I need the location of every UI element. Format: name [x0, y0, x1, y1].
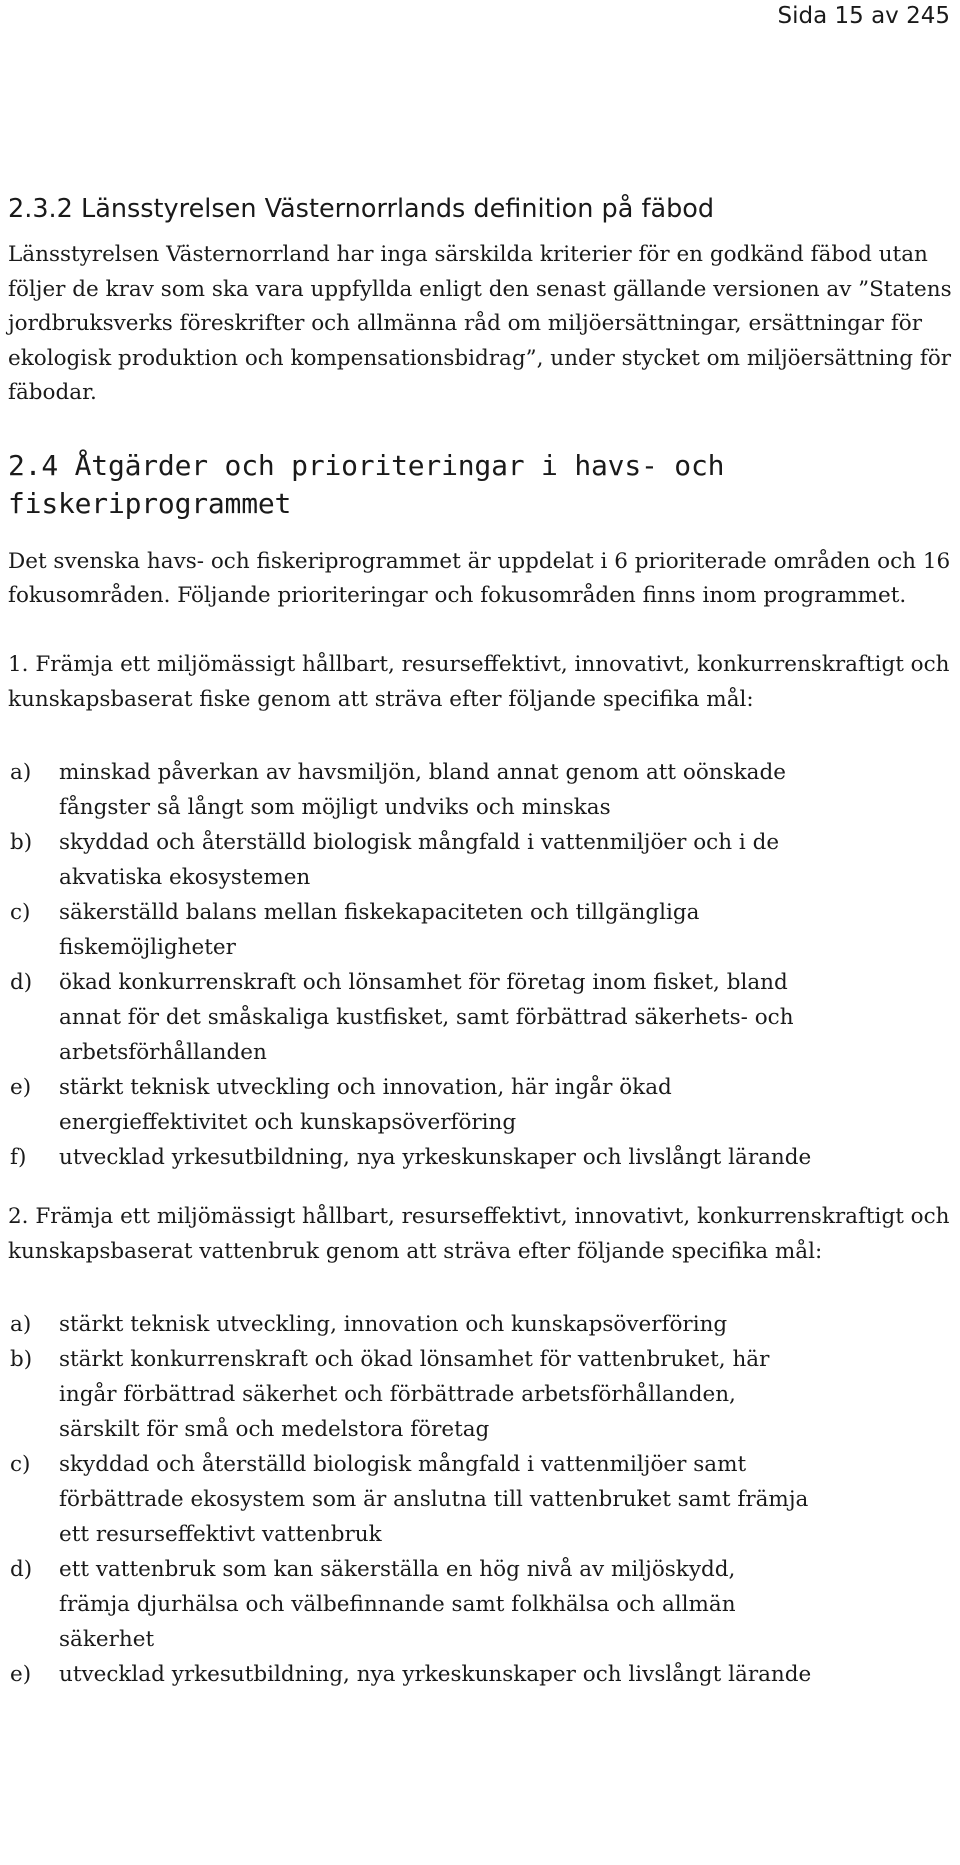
section-intro-2-4: Det svenska havs- och fiskeriprogrammet är uppdelat i 6 prioriterade områden och 16 fokusområden. Följande prioriteringar och fokusområden finns inom programmet.	[8, 548, 951, 608]
goal-list-item	[8, 1657, 960, 1692]
goal-list-text: utvecklad yrkesutbildning, nya yrkeskunskaper och livslångt lärande	[59, 1144, 812, 1170]
goal-list-item	[8, 825, 960, 895]
priority-1-text: 1. Främja ett miljömässigt hållbart, resurseffektivt, innovativt, konkurrenskraftigt och kunskapsbaserat fiske genom att sträva efter följande specifika mål:	[8, 651, 950, 712]
goal-list-marker: a)	[10, 759, 32, 785]
goal-list-marker: a)	[10, 1311, 32, 1337]
goal-list-marker: b)	[10, 1346, 33, 1372]
goal-list-text: säkerställd balans mellan fiskekapaciteten och tillgängliga fiskemöjligheter	[59, 899, 700, 960]
goal-list-text: skyddad och återställd biologisk mångfald i vattenmiljöer samt förbättrade ekosystem som är anslutna till vattenbruket samt främja ett resurseffektivt vattenbruk	[59, 1451, 809, 1547]
goal-list-text: stärkt teknisk utveckling och innovation, här ingår ökad energieffektivitet och kunskapsöverföring	[59, 1074, 672, 1135]
goal-list-item	[8, 1342, 960, 1447]
document-body	[8, 192, 960, 1692]
priority-1-goal-list	[8, 755, 960, 1175]
goal-list-item	[8, 895, 960, 965]
goal-list-item	[8, 1552, 960, 1657]
goal-list-text: ökad konkurrenskraft och lönsamhet för företag inom fisket, bland annat för det småskaliga kustfisket, samt förbättrad säkerhets- och arbetsförhållanden	[59, 969, 794, 1065]
goal-list-marker: c)	[10, 1451, 31, 1477]
goal-list-marker: e)	[10, 1661, 32, 1687]
section-heading-2-4: 2.4 Åtgärder och prioriteringar i havs- och fiskeriprogrammet	[8, 448, 725, 520]
goal-list-item	[8, 1070, 960, 1140]
priority-2-text: 2. Främja ett miljömässigt hållbart, resurseffektivt, innovativt, konkurrenskraftigt och kunskapsbaserat vattenbruk genom att sträva efter följande specifika mål:	[8, 1203, 950, 1264]
goal-list-item	[8, 755, 960, 825]
goal-list-item	[8, 1140, 960, 1175]
goal-list-marker: f)	[10, 1144, 27, 1170]
priority-2-goal-list	[8, 1307, 960, 1692]
goal-list-text: stärkt teknisk utveckling, innovation och kunskapsöverföring	[59, 1311, 728, 1337]
section-paragraph-2-3-2: Länsstyrelsen Västernorrland har inga särskilda kriterier för en godkänd fäbod utan följer de krav som ska vara uppfyllda enligt den senast gällande versionen av ”Statens jordbruksverks föreskrifter och allmänna råd om miljöersättningar, ersättningar för ekologisk produktion och kompensationsbidrag”, under stycket om miljöersättning för fäbodar.	[8, 242, 952, 405]
goal-list-marker: d)	[10, 969, 33, 995]
goal-list-text: stärkt konkurrenskraft och ökad lönsamhet för vattenbruket, här ingår förbättrad säkerhet och förbättrade arbetsförhållanden, särskilt för små och medelstora företag	[59, 1346, 770, 1442]
goal-list-marker: b)	[10, 829, 33, 855]
goal-list-marker: e)	[10, 1074, 32, 1100]
goal-list-text: skyddad och återställd biologisk mångfald i vattenmiljöer och i de akvatiska ekosystemen	[59, 829, 780, 890]
goal-list-item	[8, 1447, 960, 1552]
goal-list-marker: c)	[10, 899, 31, 925]
page-number: Sida 15 av 245	[777, 3, 950, 29]
section-heading-2-3-2: 2.3.2 Länsstyrelsen Västernorrlands definition på fäbod	[8, 194, 715, 224]
goal-list-item	[8, 965, 960, 1070]
goal-list-text: minskad påverkan av havsmiljön, bland annat genom att oönskade fångster så långt som möjligt undviks och minskas	[59, 759, 786, 820]
goal-list-text: utvecklad yrkesutbildning, nya yrkeskunskaper och livslångt lärande	[59, 1661, 812, 1687]
goal-list-marker: d)	[10, 1556, 33, 1582]
goal-list-text: ett vattenbruk som kan säkerställa en hög nivå av miljöskydd, främja djurhälsa och välbefinnande samt folkhälsa och allmän säkerhet	[59, 1556, 736, 1652]
goal-list-item	[8, 1307, 960, 1342]
